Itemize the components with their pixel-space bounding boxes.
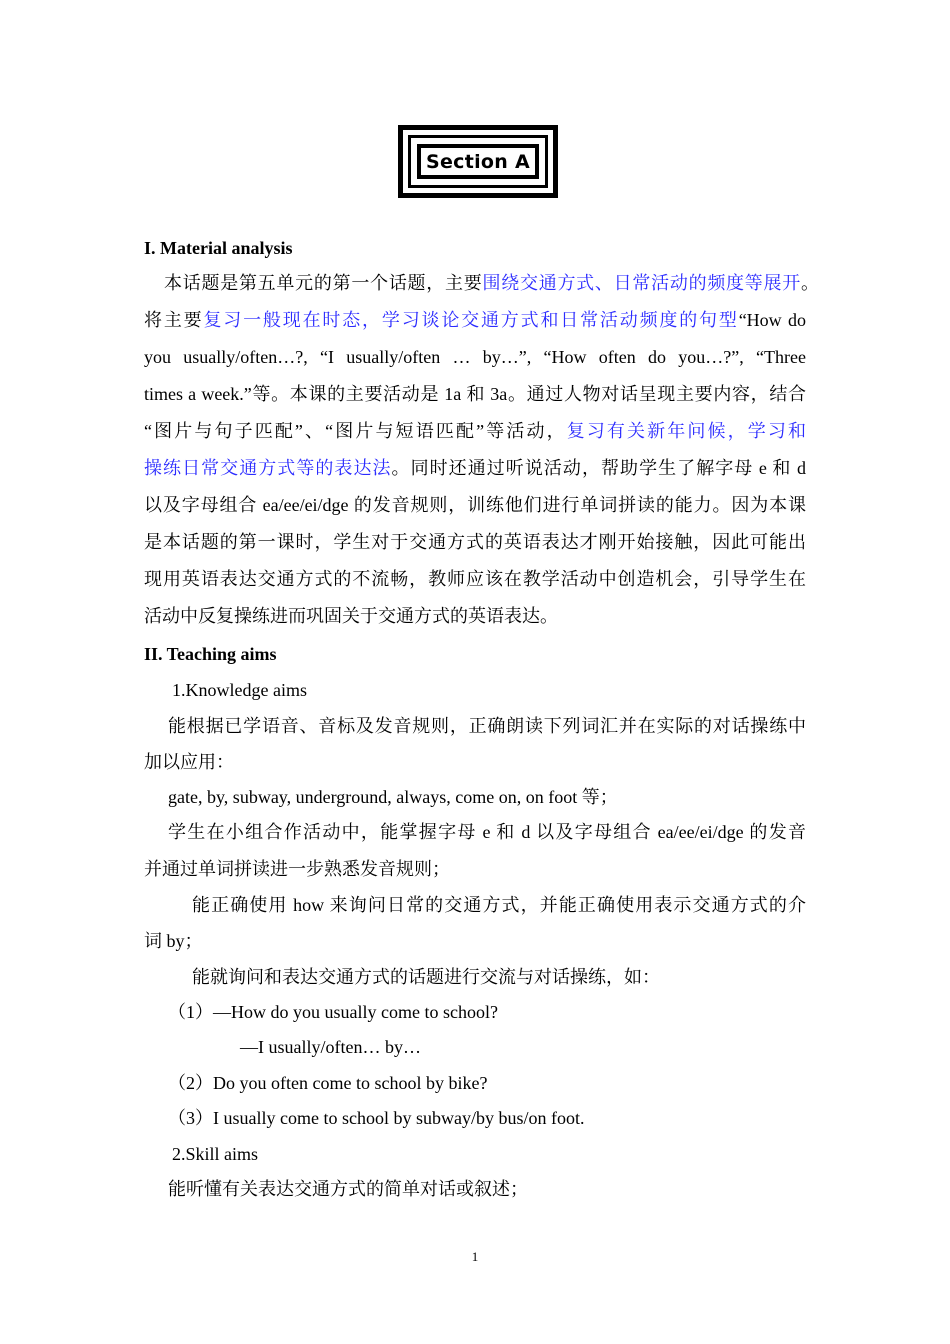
text-run: you usually/often…?, “I usually/often … by…”, “How often do you…?”, “Three [144,347,806,367]
material-line [144,494,806,516]
material-heading: I. Material analysis [144,238,293,258]
knowledge-aim-1-line-2: 加以应用： [144,752,234,772]
material-line [144,420,806,442]
highlighted-text: 操练日常交通方式等的表达法 [144,458,392,478]
material-line [144,383,806,405]
text-run: “How do [738,310,806,330]
example-3: （3）I usually come to school by subway/by bus/on foot. [168,1108,585,1128]
text-run: 以及字母组合 ea/ee/ei/dge 的发音规则，训练他们进行单词拼读的能力。因为本课 [144,495,806,515]
example-1-question: （1）—How do you usually come to school? [168,1002,498,1022]
highlighted-text: 复习有关新年问候，学习和 [566,421,806,441]
page-number: 1 [471,1249,479,1264]
knowledge-aim-2-line-2: 并通过单词拼读进一步熟悉发音规则； [144,859,450,879]
material-line [144,309,806,331]
example-1-answer: —I usually/often… by… [240,1037,421,1057]
text-run: “图片与句子匹配”、“图片与短语匹配”等活动， [144,421,567,441]
material-line [144,531,806,553]
material-line [144,346,806,368]
skill-aims-heading: 2.Skill aims [172,1144,259,1164]
text-run: 。 [801,273,819,293]
highlighted-text: 围绕交通方式、日常活动的频度等展开 [482,273,801,293]
text-run: 现用英语表达交通方式的不流畅，教师应该在教学活动中创造机会，引导学生在 [144,569,806,589]
highlighted-text: 复习一般现在时态，学习谈论交通方式和日常活动频度的句型 [203,310,739,330]
vocabulary-list: gate, by, subway, underground, always, come on, on foot 等； [168,787,618,807]
section-title-box [398,125,558,198]
text-run: 活动中反复操练进而巩固关于交通方式的英语表达。 [144,606,558,626]
material-line [164,272,819,294]
material-line [144,457,806,479]
knowledge-aim-2-line-1: 学生在小组合作活动中，能掌握字母 e 和 d 以及字母组合 ea/ee/ei/dge 的发音 [168,822,806,842]
text-run: 。同时还通过听说活动，帮助学生了解字母 e 和 d [391,458,806,478]
material-line [144,605,806,627]
text-run: 本话题是第五单元的第一个话题，主要 [164,273,483,293]
text-run: 是本话题的第一课时，学生对于交通方式的英语表达才刚开始接触，因此可能出 [144,532,806,552]
knowledge-aim-1-line-1: 能根据已学语音、音标及发音规则，正确朗读下列词汇并在实际的对话操练中 [168,716,806,736]
section-title: Section A [425,150,531,173]
example-2: （2）Do you often come to school by bike? [168,1073,488,1093]
material-line [144,568,806,590]
text-run: times a week.”等。本课的主要活动是 1a 和 3a。通过人物对话呈现主要内容，结合 [144,384,806,404]
text-run: 将主要 [144,310,204,330]
skill-aim-1: 能听懂有关表达交通方式的简单对话或叙述； [168,1179,528,1199]
knowledge-aim-4: 能就询问和表达交通方式的话题进行交流与对话操练，如： [192,967,660,987]
knowledge-aim-3-line-1: 能正确使用 how 来询问日常的交通方式，并能正确使用表示交通方式的介 [192,895,806,915]
aims-heading: II. Teaching aims [144,644,277,664]
knowledge-aims-heading: 1.Knowledge aims [172,680,307,700]
knowledge-aim-3-line-2: 词 by； [144,931,203,951]
